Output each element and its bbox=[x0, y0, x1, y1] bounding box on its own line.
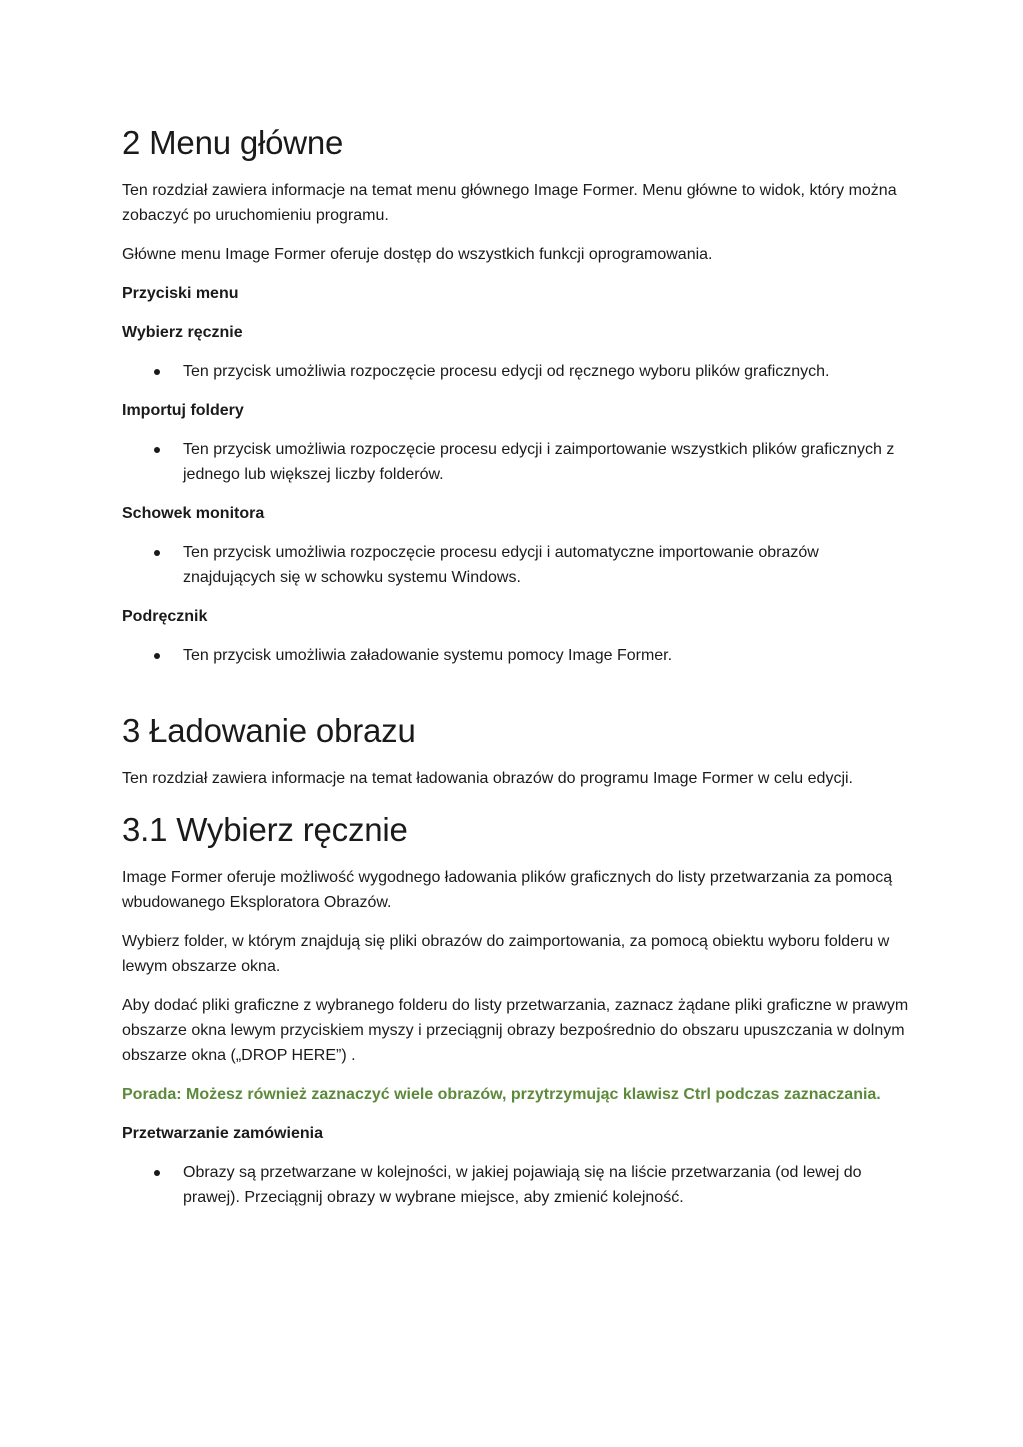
bullet-icon bbox=[154, 653, 160, 659]
subheading-import-folders: Importuj foldery bbox=[122, 402, 244, 419]
list-item bbox=[122, 540, 912, 590]
subheading-processing-order: Przetwarzanie zamówienia bbox=[122, 1125, 323, 1142]
section-heading-select-manually: 3.1 Wybierz ręcznie bbox=[122, 811, 408, 848]
subheading-manual: Podręcznik bbox=[122, 608, 208, 625]
bullet-icon bbox=[154, 447, 160, 453]
list-item bbox=[122, 359, 912, 384]
list-item-text: Ten przycisk umożliwia rozpoczęcie procesu edycji i zaimportowanie wszystkich plików graficznych z jednego lub większej liczby folderów. bbox=[183, 441, 895, 483]
paragraph-explorer: Image Former oferuje możliwość wygodnego ładowania plików graficznych do listy przetwarzania za pomocą wbudowanego Eksploratora Obrazów. bbox=[122, 869, 893, 911]
list-item-text: Ten przycisk umożliwia załadowanie systemu pomocy Image Former. bbox=[183, 647, 673, 664]
list-item-text: Obrazy są przetwarzane w kolejności, w jakiej pojawiają się na liście przetwarzania (od lewej do prawej). Przeciągnij obrazy w wybrane miejsce, aby zmienić kolejność. bbox=[183, 1164, 862, 1206]
list-item bbox=[122, 1160, 912, 1210]
list-item bbox=[122, 437, 912, 487]
list-item-text: Ten przycisk umożliwia rozpoczęcie procesu edycji od ręcznego wyboru plików graficznych. bbox=[183, 363, 830, 380]
bullet-icon bbox=[154, 1170, 160, 1176]
tip-note: Porada: Możesz również zaznaczyć wiele obrazów, przytrzymując klawisz Ctrl podczas zaznaczania. bbox=[122, 1086, 881, 1103]
chapter-heading-image-loading: 3 Ładowanie obrazu bbox=[122, 712, 416, 749]
subheading-monitor-clipboard: Schowek monitora bbox=[122, 505, 265, 522]
chapter-heading-menu: 2 Menu główne bbox=[122, 124, 344, 161]
subheading-select-manually: Wybierz ręcznie bbox=[122, 324, 243, 341]
bullet-list bbox=[122, 437, 912, 487]
bullet-icon bbox=[154, 369, 160, 375]
bullet-icon bbox=[154, 550, 160, 556]
subheading-menu-buttons: Przyciski menu bbox=[122, 285, 239, 302]
paragraph-select-folder: Wybierz folder, w którym znajdują się pliki obrazów do zaimportowania, za pomocą obiektu wyboru folderu w lewym obszarze okna. bbox=[122, 933, 890, 975]
bullet-list bbox=[122, 540, 912, 590]
document-page bbox=[122, 118, 912, 1224]
paragraph-menu-intro-2: Główne menu Image Former oferuje dostęp do wszystkich funkcji oprogramowania. bbox=[122, 246, 713, 263]
paragraph-image-loading-intro: Ten rozdział zawiera informacje na temat ładowania obrazów do programu Image Former w celu edycji. bbox=[122, 770, 853, 787]
paragraph-drag-drop: Aby dodać pliki graficzne z wybranego folderu do listy przetwarzania, zaznacz żądane pliki graficzne w prawym obszarze okna lewym przyciskiem myszy i przeciągnij obrazy bezpośrednio do obszaru upuszczania w dolnym obszarze okna („DROP HERE”) . bbox=[122, 997, 909, 1064]
bullet-list bbox=[122, 1160, 912, 1210]
list-item-text: Ten przycisk umożliwia rozpoczęcie procesu edycji i automatyczne importowanie obrazów znajdujących się w schowku systemu Windows. bbox=[183, 544, 819, 586]
list-item bbox=[122, 643, 912, 668]
paragraph-menu-intro: Ten rozdział zawiera informacje na temat menu głównego Image Former. Menu główne to widok, który można zobaczyć po uruchomieniu programu. bbox=[122, 182, 897, 224]
bullet-list bbox=[122, 643, 912, 668]
bullet-list bbox=[122, 359, 912, 384]
